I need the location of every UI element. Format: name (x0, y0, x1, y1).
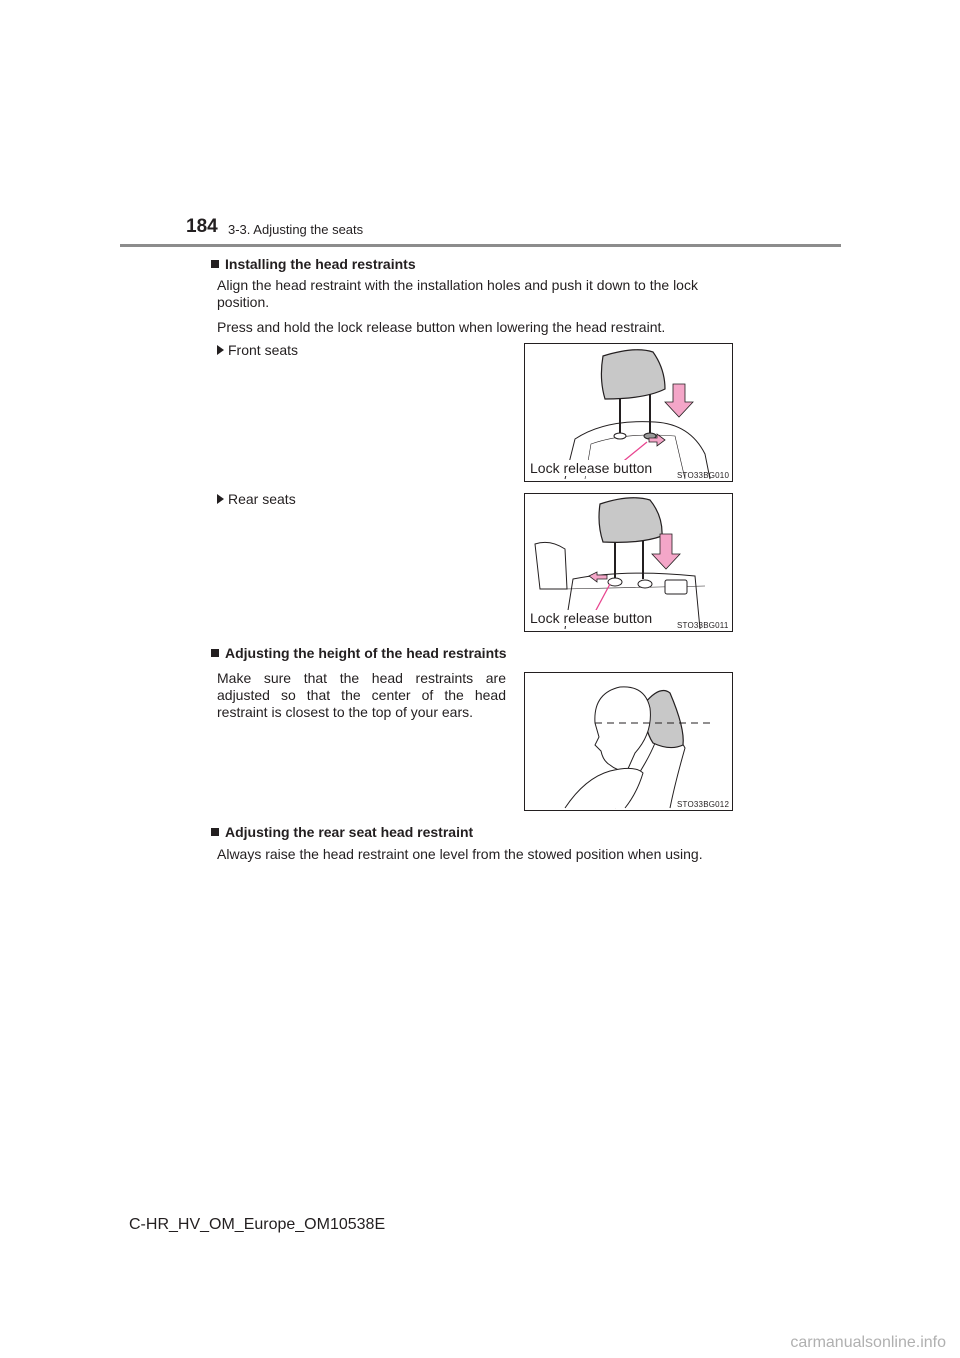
height-illustration (525, 673, 732, 810)
install-paragraph-1-line-2: position. (217, 294, 270, 310)
rear-adjust-paragraph: Always raise the head restraint one level from the stowed position when using. (217, 846, 703, 862)
front-seats-label: Front seats (228, 342, 299, 358)
front-seat-figure (524, 343, 733, 482)
heading-installing (211, 256, 416, 272)
rear-figure-code: STO33BG011 (677, 621, 729, 630)
header-divider (120, 244, 841, 247)
square-bullet-icon (211, 828, 219, 836)
triangle-bullet-icon (217, 494, 224, 504)
heading-installing-text: Installing the head restraints (225, 256, 416, 272)
rear-seats-item (217, 491, 296, 507)
page-number: 184 (186, 216, 218, 237)
square-bullet-icon (211, 260, 219, 268)
square-bullet-icon (211, 649, 219, 657)
rear-callout-label: Lock release button (530, 610, 653, 626)
section-title: 3-3. Adjusting the seats (228, 222, 364, 237)
watermark: carmanualsonline.info (790, 1334, 946, 1351)
document-id: C-HR_HV_OM_Europe_OM10538E (129, 1216, 386, 1233)
heading-height (211, 645, 507, 661)
height-paragraph: Make sure that the head restraints are adjusted so that the center of the head restraint is closest to the top of your ears. (217, 670, 506, 720)
install-paragraph-1 (217, 277, 747, 311)
heading-rear-adjust-text: Adjusting the rear seat head restraint (225, 824, 474, 840)
rear-seat-figure (524, 493, 733, 632)
heading-rear-adjust (211, 824, 473, 840)
heading-height-text: Adjusting the height of the head restraints (225, 645, 507, 661)
height-figure-code: STO33BG012 (677, 800, 730, 809)
front-callout-label: Lock release button (530, 460, 653, 476)
triangle-bullet-icon (217, 345, 224, 355)
install-paragraph-2: Press and hold the lock release button when lowering the head restraint. (217, 319, 666, 335)
height-figure (524, 672, 733, 811)
front-figure-code: STO33BG010 (677, 471, 730, 480)
rear-seats-label: Rear seats (228, 491, 296, 507)
front-seats-item (217, 342, 298, 358)
install-paragraph-1-line-1: Align the head restraint with the installation holes and push it down to the lock (217, 277, 698, 293)
